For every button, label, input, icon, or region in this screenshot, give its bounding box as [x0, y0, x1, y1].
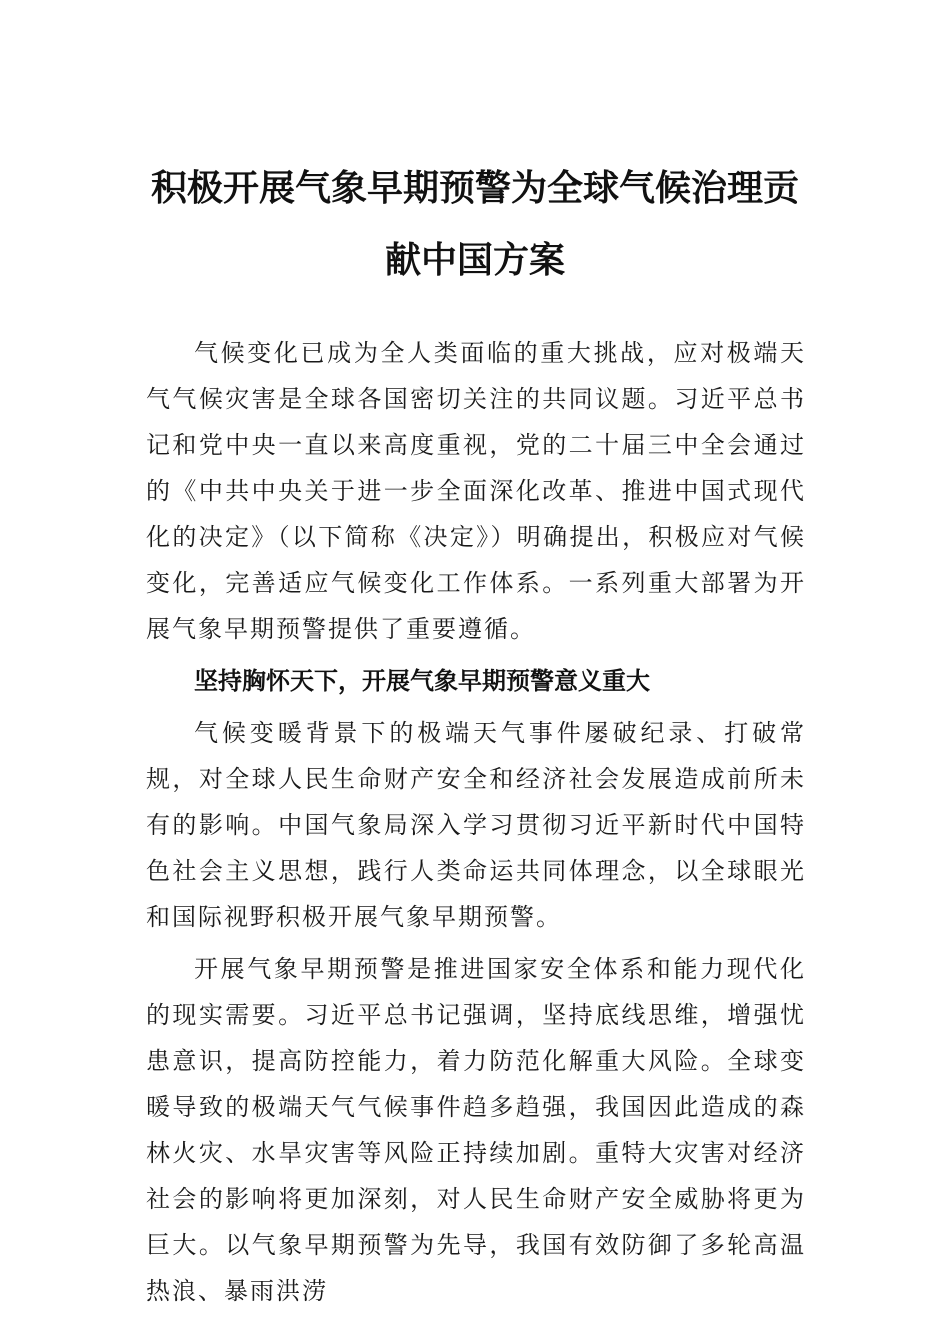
paragraph-background: 气候变暖背景下的极端天气事件屡破纪录、打破常规，对全球人民生命财产安全和经济社会发展造成前所未有的影响。中国气象局深入学习贯彻习近平新时代中国特色社会主义思想，践行人类命运共同体理念，以全球眼光和国际视野积极开展气象早期预警。 — [146, 719, 806, 931]
paragraph-security: 开展气象早期预警是推进国家安全体系和能力现代化的现实需要。习近平总书记强调，坚持底线思维，增强忧患意识，提高防控能力，着力防范化解重大风险。全球变暖导致的极端天气气候事件趋多趋强，我国因此造成的森林火灾、水旱灾害等风险正持续加剧。重特大灾害对经济社会的影响将更加深刻，对人民生命财产安全威胁将更为巨大。以气象早期预警为先导，我国有效防御了多轮高温热浪、暴雨洪涝 — [146, 955, 806, 1305]
title-line-2: 献中国方案 — [384, 239, 565, 281]
paragraph-intro: 气候变化已成为全人类面临的重大挑战，应对极端天气气候灾害是全球各国密切关注的共同议题。习近平总书记和党中央一直以来高度重视，党的二十届三中全会通过的《中共中央关于进一步全面深化改革、推进中国式现代化的决定》（以下简称《决定》）明确提出，积极应对气候变化，完善适应气候变化工作体系。一系列重大部署为开展气象早期预警提供了重要遵循。 — [146, 339, 806, 643]
document-body — [146, 330, 806, 1320]
title-line-1: 积极开展气象早期预警为全球气候治理贡 — [150, 167, 799, 209]
section-heading: 坚持胸怀天下，开展气象早期预警意义重大 — [194, 667, 650, 695]
document-title — [140, 152, 810, 296]
